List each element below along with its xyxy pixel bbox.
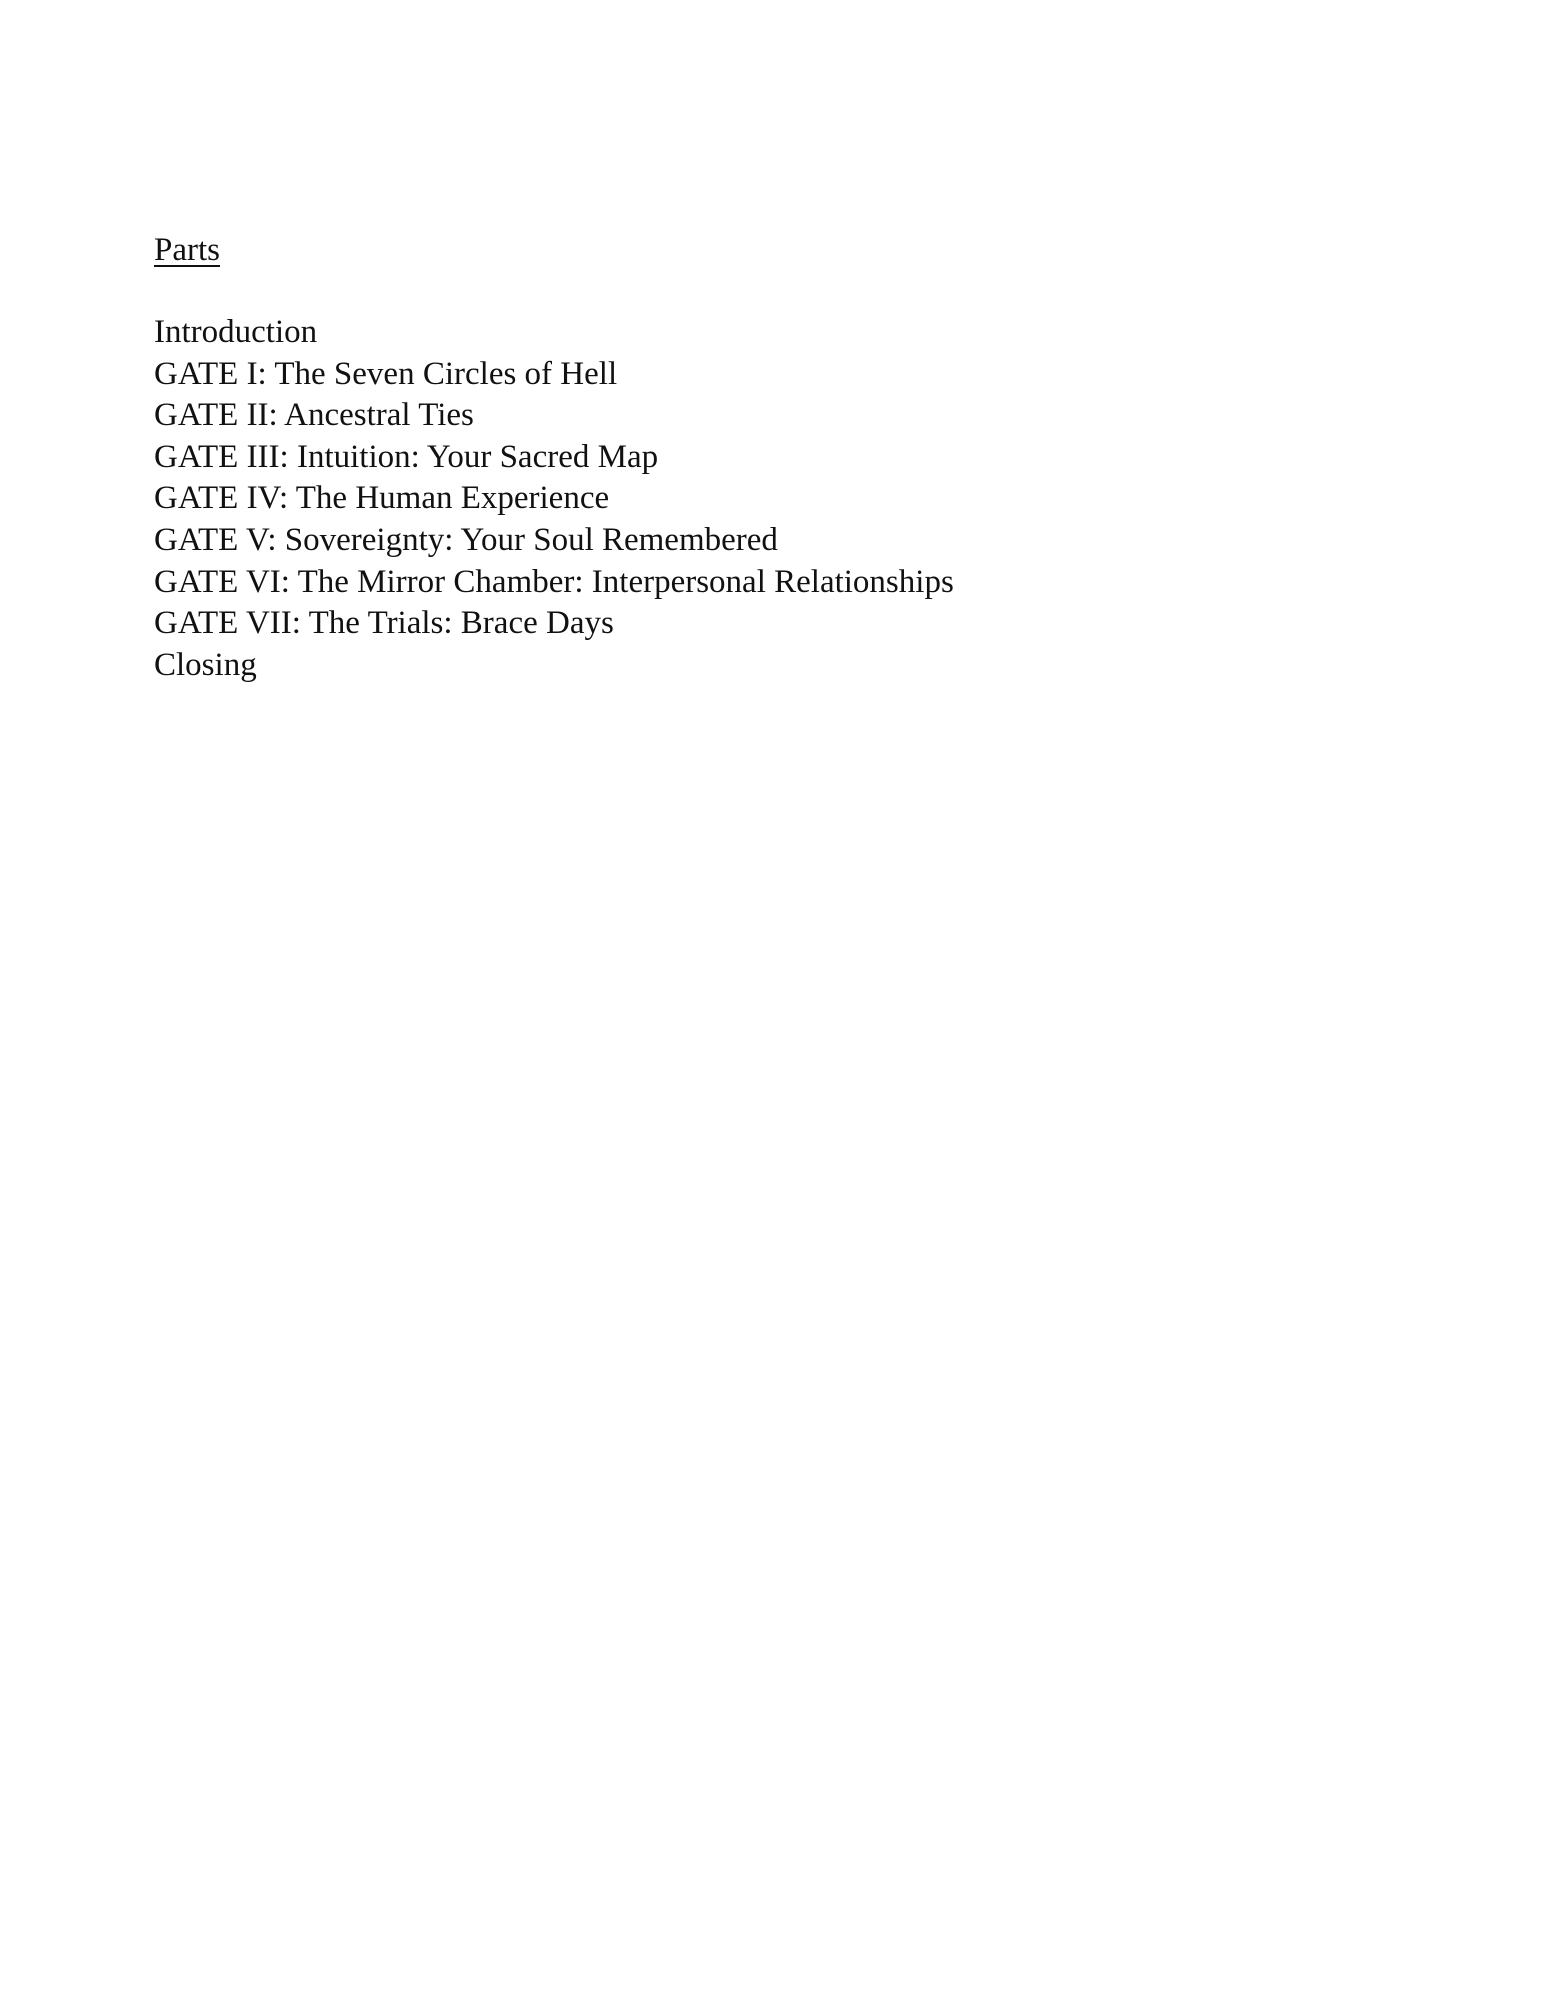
part-item-gate-4: GATE IV: The Human Experience (154, 480, 610, 517)
part-item-gate-7: GATE VII: The Trials: Brace Days (154, 605, 614, 642)
part-item-gate-5: GATE V: Sovereignty: Your Soul Remembered (154, 521, 778, 558)
part-item-introduction: Introduction (154, 314, 318, 350)
part-item-gate-3: GATE III: Intuition: Your Sacred Map (154, 438, 659, 475)
part-item-gate-2: GATE II: Ancestral Ties (154, 397, 474, 434)
part-item-gate-6: GATE VI: The Mirror Chamber: Interpersonal Relationships (154, 563, 954, 600)
parts-heading: Parts (154, 232, 220, 268)
parts-section (154, 229, 1354, 686)
part-item-closing: Closing (154, 646, 257, 683)
part-item-gate-1: GATE I: The Seven Circles of Hell (154, 355, 618, 392)
parts-list (154, 312, 1354, 686)
